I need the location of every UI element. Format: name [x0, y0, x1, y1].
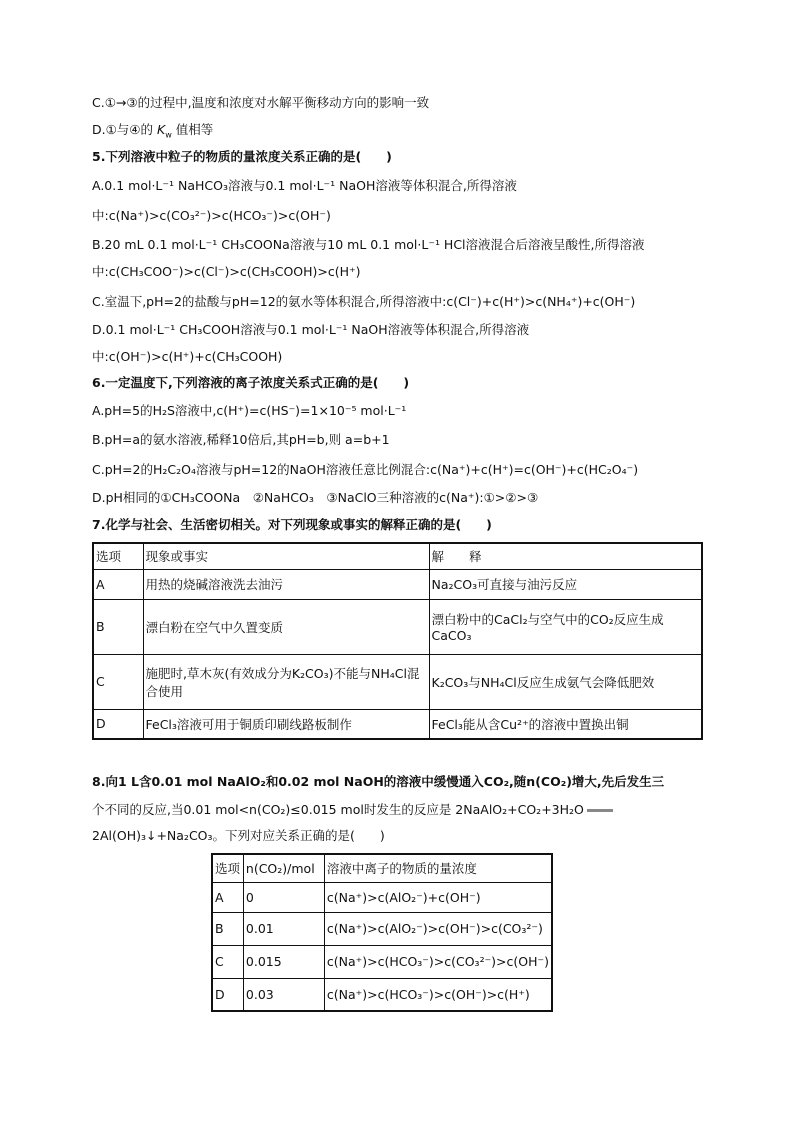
- q6-option-a: A.pH=5的H₂S溶液中,c(H⁺)=c(HS⁻)=1×10⁻⁵ mol·L⁻¹: [92, 403, 407, 418]
- q7-row-b-option: B: [93, 599, 143, 654]
- q8-row-a-option: A: [212, 882, 243, 912]
- q8-row-c-concentration: c(Na⁺)>c(HCO₃⁻)>c(CO₃²⁻)>c(OH⁻): [324, 945, 552, 978]
- arrow-icon: →: [115, 95, 127, 110]
- q8-row-a-concentration: c(Na⁺)>c(AlO₂⁻)+c(OH⁻): [324, 882, 552, 912]
- q8-row-c-nco2: 0.015: [243, 945, 324, 978]
- q8-header-nco2: n(CO₂)/mol: [243, 854, 324, 882]
- q6-stem: 6.一定温度下,下列溶液的离子浓度关系式正确的是( ): [92, 375, 410, 390]
- table-row: [93, 599, 702, 654]
- table-row: [212, 978, 552, 1011]
- q5-option-c: C.室温下,pH=2的盐酸与pH=12的氨水等体积混合,所得溶液中:c(Cl⁻)+c(H⁺)>c(NH₄⁺)+c(OH⁻): [92, 294, 636, 309]
- q6-option-b: B.pH=a的氨水溶液,稀释10倍后,其pH=b,则 a=b+1: [92, 432, 390, 447]
- q8-table: [211, 853, 553, 1012]
- table-row: [212, 882, 552, 912]
- q7-row-a-explanation: Na₂CO₃可直接与油污反应: [429, 569, 702, 599]
- table-row: [93, 709, 702, 739]
- q7-row-b-phenomenon: 漂白粉在空气中久置变质: [143, 599, 429, 654]
- q7-header-row: [93, 543, 702, 569]
- q7-row-a-phenomenon: 用热的烧碱溶液洗去油污: [143, 569, 429, 599]
- q8-header-row: [212, 854, 552, 882]
- q5-option-d-line2: 中:c(OH⁻)>c(H⁺)+c(CH₃COOH): [92, 349, 283, 364]
- table-row: [93, 654, 702, 709]
- q5-option-b-line1: B.20 mL 0.1 mol·L⁻¹ CH₃COONa溶液与10 mL 0.1 mol·L⁻¹ HCl溶液混合后溶液呈酸性,所得溶液: [92, 237, 645, 252]
- q7-row-d-phenomenon: FeCl₃溶液可用于铜质印刷线路板制作: [143, 709, 429, 739]
- q7-row-c-option: C: [93, 654, 143, 709]
- q8-row-d-option: D: [212, 978, 243, 1011]
- q8-row-b-option: B: [212, 912, 243, 945]
- q6-option-d: D.pH相同的①CH₃COONa ②NaHCO₃ ③NaClO三种溶液的c(Na⁺):①>②>③: [92, 490, 539, 505]
- table-row: [93, 569, 702, 599]
- kw-symbol: K: [156, 122, 166, 137]
- q5-option-a-line2: 中:c(Na⁺)>c(CO₃²⁻)>c(HCO₃⁻)>c(OH⁻): [92, 208, 331, 223]
- kw-subscript: w: [165, 130, 172, 140]
- q4-d-prefix: D.①与④的: [92, 122, 157, 137]
- q5-stem: 5.下列溶液中粒子的物质的量浓度关系正确的是( ): [92, 149, 392, 164]
- q8-row-a-nco2: 0: [243, 882, 324, 912]
- q8-row-c-option: C: [212, 945, 243, 978]
- q7-row-b-explanation: 漂白粉中的CaCl₂与空气中的CO₂反应生成CaCO₃: [429, 599, 702, 654]
- q7-row-d-option: D: [93, 709, 143, 739]
- q7-stem: 7.化学与社会、生活密切相关。对下列现象或事实的解释正确的是( ): [92, 517, 492, 532]
- q4-option-d: [92, 121, 213, 139]
- q7-table: [92, 542, 703, 740]
- q7-row-d-explanation: FeCl₃能从含Cu²⁺的溶液中置换出铜: [429, 709, 702, 739]
- q7-header-explanation: 解 释: [429, 543, 702, 569]
- q8-header-option: 选项: [212, 854, 243, 882]
- q5-option-a-line1: A.0.1 mol·L⁻¹ NaHCO₃溶液与0.1 mol·L⁻¹ NaOH溶液等体积混合,所得溶液: [92, 178, 517, 193]
- q5-option-d-line1: D.0.1 mol·L⁻¹ CH₃COOH溶液与0.1 mol·L⁻¹ NaOH溶液等体积混合,所得溶液: [92, 322, 530, 337]
- q7-row-a-option: A: [93, 569, 143, 599]
- q4-c-rest: ③的过程中,温度和浓度对水解平衡移动方向的影响一致: [126, 95, 430, 110]
- q8-row-b-concentration: c(Na⁺)>c(AlO₂⁻)>c(OH⁻)>c(CO₃²⁻): [324, 912, 552, 945]
- q7-header-phenomenon: 现象或事实: [143, 543, 429, 569]
- q8-header-concentration: 溶液中离子的物质的量浓度: [324, 854, 552, 882]
- q4-option-c: [92, 94, 429, 112]
- q8-stem-line2: [92, 801, 613, 819]
- equals-sign-icon: [587, 809, 613, 812]
- q7-header-option: 选项: [93, 543, 143, 569]
- q8-stem-line1: 8.向1 L含0.01 mol NaAlO₂和0.02 mol NaOH的溶液中缓慢通入CO₂,随n(CO₂)增大,先后发生三: [92, 774, 665, 789]
- q8-stem-line3: 2Al(OH)₃↓+Na₂CO₃。下列对应关系正确的是( ): [92, 828, 385, 843]
- q8-row-d-nco2: 0.03: [243, 978, 324, 1011]
- q4-d-rest: 值相等: [171, 122, 214, 137]
- q8-stem-line2-text: 个不同的反应,当0.01 mol<n(CO₂)≤0.015 mol时发生的反应是 2NaAlO₂+CO₂+3H₂O: [92, 802, 584, 817]
- table-row: [212, 945, 552, 978]
- q7-row-c-explanation: K₂CO₃与NH₄Cl反应生成氨气会降低肥效: [429, 654, 702, 709]
- q5-option-b-line2: 中:c(CH₃COO⁻)>c(Cl⁻)>c(CH₃COOH)>c(H⁺): [92, 264, 361, 279]
- q8-row-b-nco2: 0.01: [243, 912, 324, 945]
- q7-row-c-phenomenon: 施肥时,草木灰(有效成分为K₂CO₃)不能与NH₄Cl混合使用: [143, 654, 429, 709]
- table-row: [212, 912, 552, 945]
- q8-row-d-concentration: c(Na⁺)>c(HCO₃⁻)>c(OH⁻)>c(H⁺): [324, 978, 552, 1011]
- q4-c-prefix: C.①: [92, 95, 116, 110]
- q6-option-c: C.pH=2的H₂C₂O₄溶液与pH=12的NaOH溶液任意比例混合:c(Na⁺)+c(H⁺)=c(OH⁻)+c(HC₂O₄⁻): [92, 462, 639, 477]
